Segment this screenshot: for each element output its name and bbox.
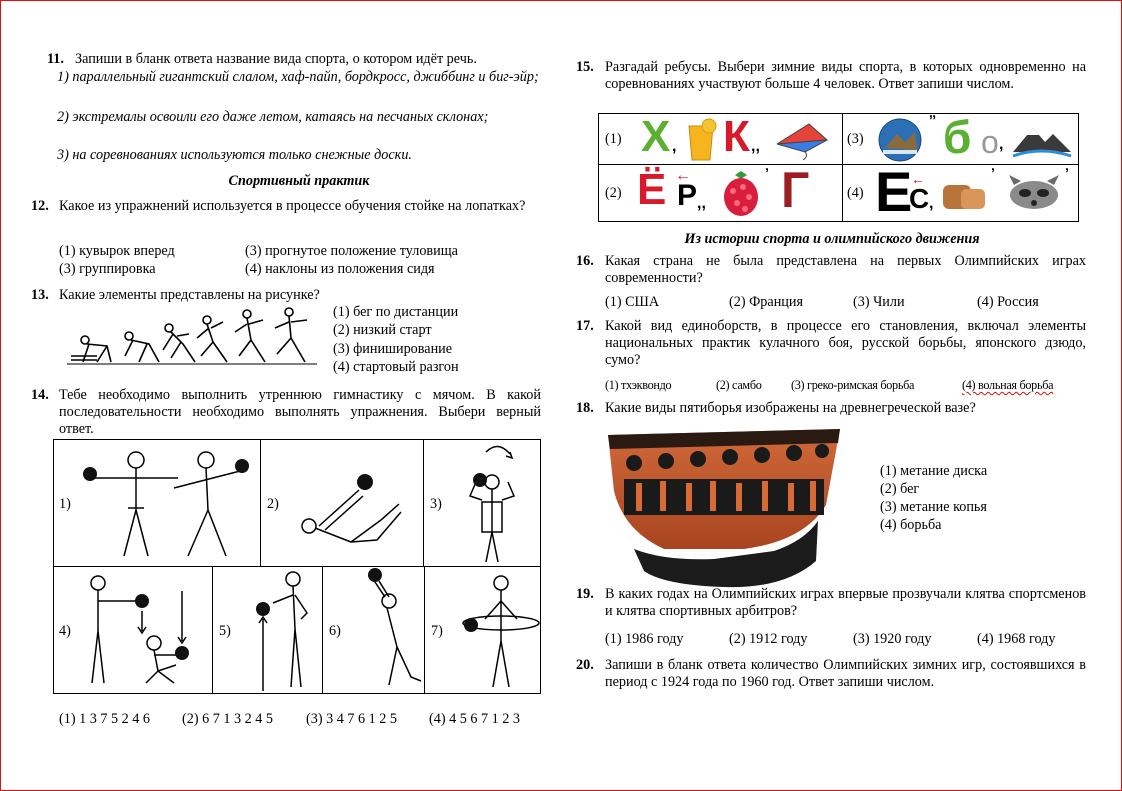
q16-option-3[interactable]: (3) Чили (853, 294, 905, 310)
rebus-letter-b: б (943, 111, 972, 163)
cell-label: (3) (847, 131, 864, 147)
question-number: 14. (31, 387, 49, 403)
greek-vase-image (604, 421, 844, 589)
q17-option-1[interactable]: (1) тхэквондо (605, 378, 672, 392)
q12-option-3[interactable]: (3) группировка (59, 261, 156, 277)
question-number: 13. (31, 287, 49, 303)
q17-option-3[interactable]: (3) греко-римская борьба (791, 378, 915, 392)
q16-option-1[interactable]: (1) США (605, 294, 660, 310)
q14-option-4[interactable]: (4) 4 5 6 7 1 2 3 (429, 711, 521, 727)
question-number: 19. (576, 586, 594, 602)
raspberry-icon (719, 169, 763, 219)
cell-label: (4) (847, 185, 864, 201)
arrow-left-icon: ← (911, 171, 925, 187)
rebus-cell-2 (598, 164, 843, 222)
cell-label: 3) (430, 496, 442, 512)
question-text: Какие элементы представлены на рисунке? (59, 287, 320, 303)
q14-option-2[interactable]: (2) 6 7 1 3 2 4 5 (182, 711, 274, 727)
q12-option-1[interactable]: (1) кувырок вперед (59, 243, 175, 259)
exercise-cell-5 (212, 566, 323, 694)
exercise-cell-7 (424, 566, 541, 694)
question-text: Тебе необходимо выполнить утреннюю гимнастику с мячом. В какой последовательности необходимо выполнять упражнения. Выбери верный ответ. (59, 387, 541, 437)
question-text: Разгадай ребусы. Выбери зимние виды спорта, в которых одновременно на соревнованиях участвуют больше 4 человек. Ответ запиши числом. (605, 59, 1086, 92)
question-text: Какое из упражнений используется в процессе обучения стойке на лопатках? (59, 198, 526, 214)
question-number: 12. (31, 198, 49, 214)
rebus-letter-r: Р (677, 179, 698, 212)
exercise-cell-6 (322, 566, 425, 694)
kite-icon (769, 120, 839, 160)
sprint-start-figures-image (67, 306, 317, 371)
q11-item-1: 1) параллельный гигантский слалом, хаф-пайп, бордкросс, джиббинг и биг-эйр; (57, 69, 539, 85)
comma: , (999, 136, 1004, 153)
comma: , (929, 195, 934, 212)
q18-option-3[interactable]: (3) метание копья (880, 499, 987, 515)
q19-option-1[interactable]: (1) 1986 году (605, 631, 684, 647)
cell-label: 6) (329, 623, 341, 639)
question-number: 18. (576, 400, 594, 416)
exercise-cell-2 (260, 439, 424, 567)
question-text: В каких годах на Олимпийских играх впервые прозвучали клятва спортсменов и клятва спортивных арбитров? (605, 586, 1086, 619)
cell-label: 5) (219, 623, 231, 639)
arrow-left-icon: ← (675, 167, 691, 184)
q18-option-2[interactable]: (2) бег (880, 481, 920, 497)
question-text: Запиши в бланк ответа название вида спорта, о котором идёт речь. (75, 51, 477, 67)
exercise-cell-3 (423, 439, 541, 567)
apostrophe: ʼ (1065, 165, 1069, 181)
question-text: Какой вид единоборств, в процессе его становления, включал элементы национальных практик кулачного боя, русской борьбы, японского дзюдо, сумо? (605, 318, 1086, 368)
exercise-1-figure (84, 448, 254, 563)
juice-glass-icon (683, 118, 719, 162)
cell-label: 2) (267, 496, 279, 512)
exercise-cell-1 (53, 439, 261, 567)
cell-label: 1) (59, 496, 71, 512)
rebus-letter-o: о (981, 124, 999, 160)
rebus-cell-4 (842, 160, 1079, 223)
q17-option-2[interactable]: (2) самбо (716, 378, 762, 392)
question-text: Какие виды пятиборья изображены на древнегреческой вазе? (605, 400, 976, 416)
q19-option-4[interactable]: (4) 1968 году (977, 631, 1056, 647)
exercise-3-figure (458, 442, 538, 566)
bread-icon (939, 175, 989, 215)
exercise-4-figure (78, 571, 212, 691)
question-text: Запиши в бланк ответа количество Олимпийских зимних игр, состоявшихся в период с 1924 года по 1960 год. Ответ запиши числом. (605, 657, 1086, 690)
q14-option-3[interactable]: (3) 3 4 7 6 1 2 5 (306, 711, 398, 727)
q14-option-1[interactable]: (1) 1 3 7 5 2 4 6 (59, 711, 151, 727)
question-number: 20. (576, 657, 594, 673)
exercise-6-figure (349, 567, 425, 691)
q19-option-2[interactable]: (2) 1912 году (729, 631, 808, 647)
q11-item-2: 2) экстремалы освоили его даже летом, катаясь на песчаных склонах; (57, 109, 489, 125)
apostrophe: ʼ (765, 165, 769, 181)
q16-option-2[interactable]: (2) Франция (729, 294, 803, 310)
section-title-history: Из истории спорта и олимпийского движения (684, 231, 980, 247)
rebus-letter-k: К (723, 112, 750, 161)
rebus-cell-3 (842, 113, 1079, 165)
rebus-letter-yo: Ё (637, 165, 667, 214)
question-number: 16. (576, 253, 594, 269)
exercise-2-figure (289, 460, 419, 560)
double-comma: ,, (697, 195, 706, 212)
comma: , (672, 138, 677, 155)
q13-option-1[interactable]: (1) бег по дистанции (333, 304, 459, 320)
q18-option-4[interactable]: (4) борьба (880, 517, 942, 533)
rebus-letter-e: Е (875, 160, 913, 223)
q12-option-4[interactable]: (4) наклоны из положения сидя (245, 261, 435, 277)
q18-option-1[interactable]: (1) метание диска (880, 463, 988, 479)
exercise-7-figure (461, 571, 539, 691)
q13-option-3[interactable]: (3) финиширование (333, 341, 453, 357)
rebus-letter-x: Х (641, 112, 671, 161)
snow-globe-icon (875, 116, 925, 164)
q11-item-3: 3) на соревнованиях используются только снежные доски. (57, 147, 412, 163)
cell-label: (1) (605, 131, 622, 147)
cell-label: 4) (59, 623, 71, 639)
section-title-practice: Спортивный практик (228, 173, 370, 189)
exercise-5-figure (243, 569, 319, 693)
raccoon-icon (1005, 173, 1063, 215)
q16-option-4[interactable]: (4) Россия (977, 294, 1039, 310)
q13-option-4[interactable]: (4) стартовый разгон (333, 359, 459, 375)
double-comma: ,, (751, 138, 760, 155)
question-number: 11. (47, 51, 64, 67)
rebus-cell-1 (598, 113, 843, 165)
q19-option-3[interactable]: (3) 1920 году (853, 631, 932, 647)
question-number: 15. (576, 59, 594, 75)
cell-label: (2) (605, 185, 622, 201)
question-text: Какая страна не была представлена на первых Олимпийских играх современности? (605, 253, 1086, 286)
q17-option-4[interactable]: (4) вольная борьба (962, 378, 1054, 392)
apostrophe: ʼ (991, 165, 995, 181)
rebus-letter-s: С (909, 183, 930, 214)
cell-label: 7) (431, 623, 443, 639)
apostrophes: ˮ (929, 112, 936, 128)
q13-option-2[interactable]: (2) низкий старт (333, 322, 432, 338)
exercise-cell-4 (53, 566, 213, 694)
mountain-icon (1011, 120, 1073, 160)
rebus-letter-g: Г (781, 162, 810, 218)
question-number: 17. (576, 318, 594, 334)
q12-option-2[interactable]: (3) прогнутое положение туловища (245, 243, 458, 259)
